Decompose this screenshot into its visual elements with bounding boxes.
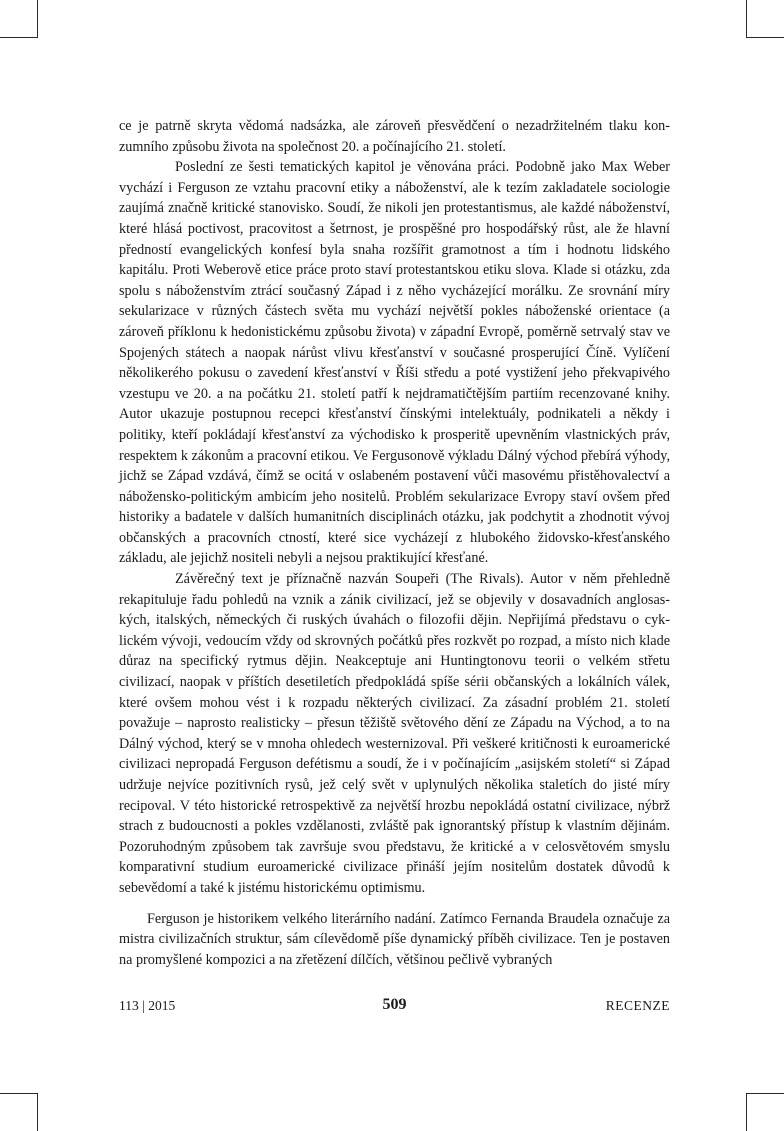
paragraph-work-chapter: Poslední ze šesti tematických kapitol je věnována práci. Podobně jako Max Weber vychází i Ferguson ze vztahu pracovní etiky a náboženství, ale k tezím zakladatele sociologie zaujímá značně kritické stanovisko. Soudí, že nikoli jen protestantismus, ale každé náboženství, které hlásá poctivost, pracovitost a šetrnost, je prospěšné pro hospodářský růst, ale že hlavní předností evangelických konfesí byla snaha rozšířit gramotnost a tím i hodnotu lidského kapitálu. Proti Weberově etice práce proto staví protestantskou etiku slova. Klade si otázku, zda spolu s náboženstvím ztrácí současný Západ i z něho vycházející morálku. Ze srovnání míry sekularizace v různých částech světa mu vychází největší pokles náboženské orientace (a zároveň příklonu k hedonistickému způsobu života) v západní Evropě, poměrně setrvalý stav ve Spojených státech a naopak nárůst vlivu křesťanství v současné prosperující Číně. Vylíčení několikerého pokusu o zavedení křesťanství v Říši středu a poté vystižení jeho překvapivého vzestupu ve 20. a na počátku 21. století patří k nejdramatičtějším partiím recenzované knihy. Autor ukazuje postupnou recepci křesťanství čínskými intelektuály, podnikateli a někdy i politiky, kteří pokládají křesťanství za východisko k prosperitě upevněním vlastnických práv, respektem k zákonům a pracovní etikou. Ve Fergusonově výkladu Dálný východ přebírá výhody, jichž se Západ vzdává, čímž se ocitá v oslabeném postavení vůči masovému přistěhovalectví a nábožensko-politickým ambicím jeho nositelů. Problém sekularizace Evropy staví ovšem před historiky a badatele v dalších humanitních disciplinách otázku, jak podchytit a zhodnotit vývoj občanských a pracovních ctností, které sice vycházejí z hlubokého židovsko-křesťanského základu, ale jejichž nositeli nebyli a nejsou praktikující křesťané. [119,159,670,567]
crop-mark-left-bottom [0,1093,38,1094]
paragraph-rivals: Závěrečný text je příznačně nazván Soupeři (The Rivals). Autor v něm přehledně rekapituluje řadu pohledů na vznik a zánik civilizací, jež se objevily v dosavadních anglosaských, italských, německých či ruských úvahách o filozofii dějin. Nepřijímá představu o cyklickém vývoji, vedoucím vždy od skrovných počátků přes rozkvět po rozpad, a místo nich klade důraz na specifický rytmus dějin. Neakceptuje ani Huntingtonovu teorii o velkém střetu civilizací, naopak v příštích desetiletích předpokládá spíše sérii občanských a lokálních válek, které ovšem mohou vést i k rozpadu některých civilizací. Za zásadní problém 21. století považuje – naprosto realisticky – přesun těžiště světového dění ze Západu na Východ, a to na Dálný východ, který se v mnoha ohledech westernizoval. Při veškeré kritičnosti k euroamerické civilizaci nepropadá Ferguson defétismu a soudí, že i v počínajícím „asijském století“ si Západ udržuje nejvíce pozitivních rysů, jež celý svět v uplynulých několika staletích do jisté míry recipoval. V této historické retrospektivě za největší hrozbu nepokládá ostatní civilizace, nýbrž strach z budoucnosti a pokles vzdělanosti, zvláště pak ignorantský přístup k vlastním dějinám. Pozoruhodným způsobem tak završuje svou představu, že kritické a v celosvětovém smyslu komparativní studium euroamerické civilizace přináší jejím nositelům dostatek důvodů k sebevědomí a také k jistému historickému optimismu. [119,571,670,896]
page-footer [119,996,670,1018]
body-text [119,116,670,970]
crop-mark-bottom-right [746,1093,747,1131]
crop-mark-top-right [746,0,747,38]
section-label: RECENZE [605,998,670,1013]
page-number: 509 [382,996,407,1013]
crop-mark-left-top [0,37,38,38]
paragraph-literary-talent: Ferguson je historikem velkého literárního nadání. Zatímco Fernanda Braudela označuje za mistra civilizačních struktur, sám cílevědomě píše dynamický příběh civilizace. Ten je postaven na promyšlené kompozici a na zřetězení dílčích, většinou pečlivě vybraných [119,910,670,968]
crop-mark-right-top [746,37,784,38]
issue-label: 113 | 2015 [119,998,176,1013]
paragraph-continued: ce je patrně skryta vědomá nadsázka, ale zároveň přesvědčení o nezadržitelném tlaku konzumního způsobu života na společnost 20. a počínajícího 21. století. [119,118,670,155]
crop-mark-bottom-left [37,1093,38,1131]
crop-mark-top-left [37,0,38,38]
crop-mark-right-bottom [746,1093,784,1094]
